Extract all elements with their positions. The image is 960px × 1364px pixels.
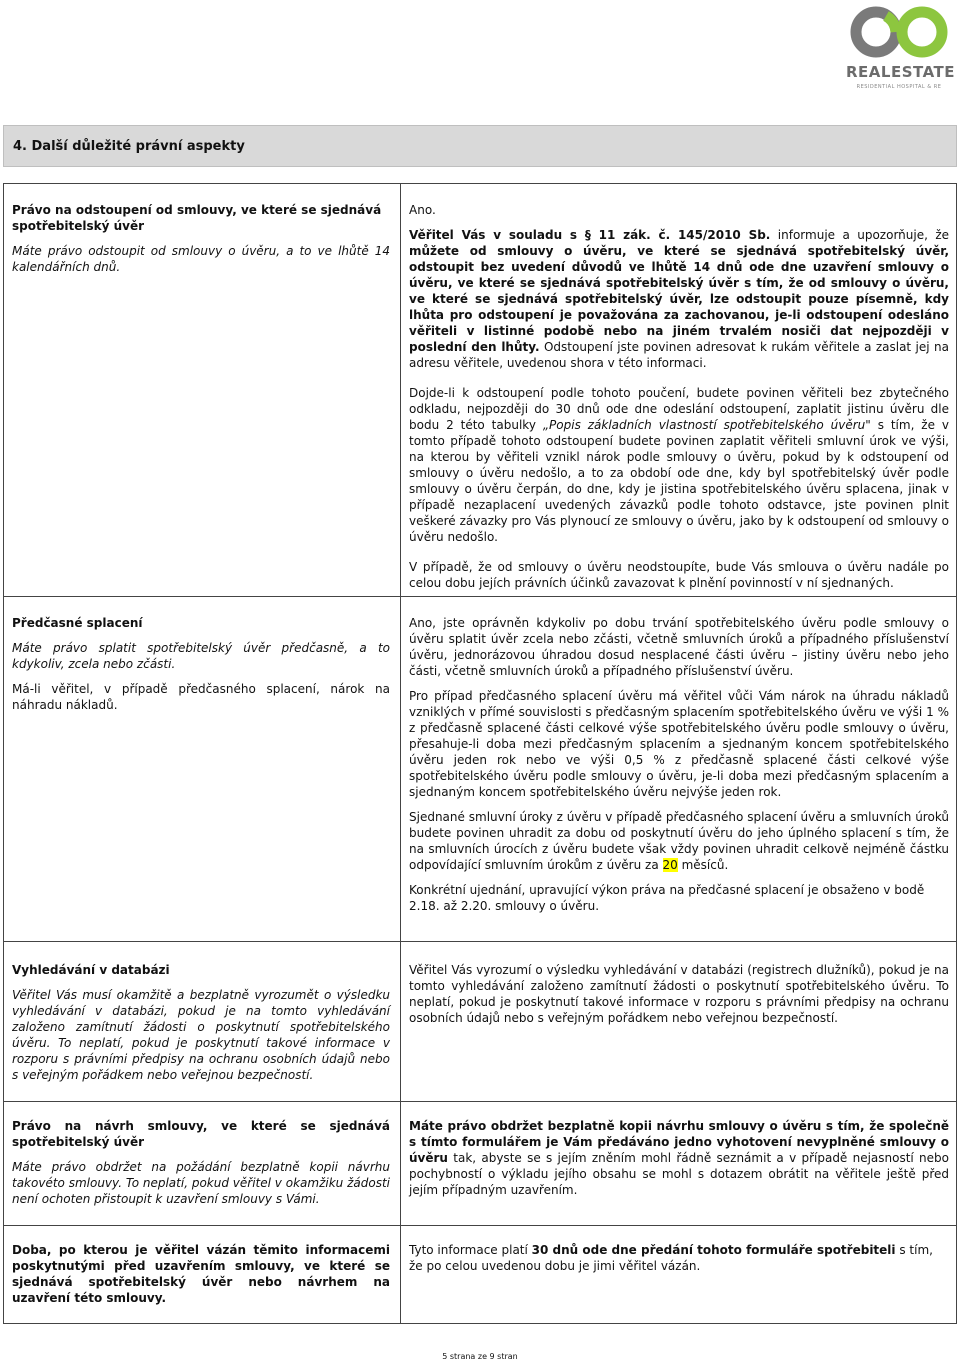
database-left-text: Věřitel Vás musí okamžitě a bezplatně vyrozumět o výsledku vyhledávání v databázi, pokud je na tomto vyhledávání založeno zamítnutí žádosti o poskytnutí spotřebitelského úvěru. To neplatí, pokud je poskytnutí takové informace v rozporu s právními předpisy na ochranu osobních údajů nebo s veřejným pořádkem nebo veřejnou bezpečností. xyxy=(12,988,390,1082)
column-divider xyxy=(400,184,401,596)
draft-paragraph-1 xyxy=(409,1118,949,1198)
draft-left-text: Máte právo obdržet na požádání bezplatně kopii návrhu takovéto smlouvy. To neplatí, pokud věřitel v okamžiku žádosti není ochoten přistoupit k uzavření smlouvy s Vámi. xyxy=(12,1160,390,1206)
section-header xyxy=(3,125,957,167)
withdrawal-p1-normal-a: informuje a upozorňuje, že xyxy=(770,228,950,242)
early-repayment-p3-a: Sjednané smluvní úroky z úvěru v případě předčasného splacení úvěru a smluvních úroků budete povinen uhradit za dobu od poskytnutí úvěru do jeho úplného splacení s tím, že na smluvních úrocích z úvěru budete však vždy povinen uhradit celkově nejméně částku odpovídající smluvním úrokům z úvěru za xyxy=(409,810,949,872)
database-left-cell xyxy=(12,962,390,1092)
withdrawal-p2-italic: „Popis základních vlastností spotřebitelského úvěru xyxy=(542,418,866,432)
validity-paragraph-1 xyxy=(409,1242,949,1274)
draft-title: Právo na návrh smlouvy, ve které se sjednává spotřebitelský úvěr xyxy=(12,1119,390,1149)
row-withdrawal xyxy=(3,183,957,597)
validity-p1-b: s tím, že po celou uvedenou dobu je jimi věřitel vázán. xyxy=(409,1243,933,1273)
early-repayment-paragraph-1: Ano, jste oprávněn kdykoliv po dobu trvání spotřebitelského úvěru podle smlouvy o úvěru splatit úvěr zcela nebo zčásti, včetně smluvních úroků a případného příslušenství úvěru, jednorázovou úhradou dosud nesplacené části úvěru – jistiny úvěru nebo jeho části, včetně smluvních úroků a případného příslušenství úvěru. xyxy=(409,616,949,678)
row-database xyxy=(3,941,957,1102)
withdrawal-left-text: Máte právo odstoupit od smlouvy o úvěru, a to ve lhůtě 14 kalendářních dnů. xyxy=(12,244,390,274)
early-repayment-highlight: 20 xyxy=(662,858,678,872)
column-divider xyxy=(400,1226,401,1323)
early-repayment-left-cell xyxy=(12,615,390,722)
early-repayment-p3-b: měsíců. xyxy=(677,858,729,872)
section-title: 4. Další důležité právní aspekty xyxy=(13,139,245,154)
column-divider xyxy=(400,942,401,1101)
early-repayment-left-text-2: Má-li věřitel, v případě předčasného splacení, nárok na náhradu nákladů. xyxy=(12,682,390,712)
database-title: Vyhledávání v databázi xyxy=(12,963,170,977)
draft-right-cell xyxy=(409,1118,949,1207)
realestate-logo xyxy=(846,4,956,96)
withdrawal-p2-a: Dojde-li k odstoupení podle tohoto poučení, budete povinen věřiteli bez zbytečného odkladu, nejpozději do 30 dnů ode dne odeslání odstoupení, zaplatit jistinu úvěru dle bodu 2 této tabulky xyxy=(409,386,949,432)
early-repayment-left-text: Máte právo splatit spotřebitelský úvěr předčasně, a to kdykoliv, zcela nebo zčásti. xyxy=(12,641,390,671)
validity-left-cell xyxy=(12,1242,390,1315)
withdrawal-p1-bold-b: můžete od smlouvy o úvěru, ve které se sjednává spotřebitelský úvěr, odstoupit bez uvedení důvodů ve lhůtě 14 dnů ode dne uzavření smlouvy o úvěru, ve které se sjednává spotřebitelský úvěr s tím, že od smlouvy o úvěru, ve které se sjednává spotřebitelský úvěr, lze odstoupit pouze písemně, kdy lhůta pro odstoupení je považována za zachovanou, je-li odstoupení odesláno věřiteli v listinné podobě nebo na jiném trvalém nosiči dat nejpozději v poslední den lhůty. xyxy=(409,244,949,354)
withdrawal-p2-b: " s tím, že v tomto případě tohoto odstoupení budete povinen zaplatit věřiteli smluvní úrok ve výši, na kterou by věřiteli vznikl nárok podle smlouvy o úvěru, pokud by k odstoupení od smlouvy o úvěru nedošlo, a to za období ode dne, kdy byl spotřebitelský úvěr podle smlouvy o úvěru čerpán, do dne, kdy je jistina spotřebitelského úvěru splacena, jinak v případě nezaplacení uvedených závazků podle tohoto odstavce, jste povinen plnit veškeré závazky pro Vás plynoucí ze smlouvy o úvěru, jako by k odstoupení od smlouvy o úvěru nedošlo. xyxy=(409,418,949,544)
validity-right-cell xyxy=(409,1242,949,1283)
withdrawal-right-cell xyxy=(409,202,949,600)
row-draft xyxy=(3,1101,957,1226)
early-repayment-paragraph-2: Pro případ předčasného splacení úvěru má věřitel vůči Vám nárok na úhradu nákladů vzniklých v přímé souvislosti s předčasným splacením spotřebitelského úvěru ve výši 1 % z předčasně splacené části celkové výše spotřebitelského úvěru podle smlouvy o úvěru, přesahuje-li doba mezi předčasným splacením a sjednaným koncem spotřebitelského úvěru jeden rok nebo ve výši 0,5 % z předčasně splacené části celkové výše spotřebitelského úvěru podle smlouvy o úvěru, je-li doba mezi předčasným splacením a sjednaným koncem spotřebitelského úvěru nejvýše jeden rok. xyxy=(409,689,949,799)
column-divider xyxy=(400,1102,401,1225)
draft-left-cell xyxy=(12,1118,390,1216)
withdrawal-left-cell xyxy=(12,202,390,284)
infinity-logo-icon xyxy=(846,4,952,64)
withdrawal-p1-normal-b: Odstoupení jste povinen adresovat k rukám věřitele a zaslat jej na adresu věřitele, uvedenou shora v této informaci. xyxy=(409,340,949,370)
withdrawal-paragraph-2 xyxy=(409,385,949,545)
early-repayment-paragraph-4: Konkrétní ujednání, upravující výkon práva na předčasné splacení je obsaženo v bodě 2.18. až 2.20. smlouvy o úvěru. xyxy=(409,883,925,913)
withdrawal-p1-bold-a: Věřitel Vás v souladu s § 11 zák. č. 145/2010 Sb. xyxy=(409,228,771,242)
column-divider xyxy=(400,597,401,941)
database-paragraph-1: Věřitel Vás vyrozumí o výsledku vyhledávání v databázi (registrech dlužníků), pokud je na tomto vyhledávání založeno zamítnutí žádosti o poskytnutí spotřebitelského úvěru. To neplatí, pokud je poskytnutí takové informace v rozporu s právními předpisy na ochranu osobních údajů nebo s veřejným pořádkem nebo veřejnou bezpečností. xyxy=(409,963,949,1025)
validity-title: Doba, po kterou je věřitel vázán těmito informacemi poskytnutými před uzavřením smlouvy, ve které se sjednává spotřebitelský úvěr nebo návrhem na uzavření této smlouvy. xyxy=(12,1243,390,1305)
row-early-repayment xyxy=(3,596,957,942)
draft-p1-normal: tak, abyste se s jejím zněním mohl řádně seznámit a v případě nejasností nebo pochybností o výkladu jejího obsahu se mohl s dotazem obrátit na věřitele ještě před jejím případným uzavřením. xyxy=(409,1151,949,1197)
logo-tagline: RESIDENTIAL HOSPITAL & RE xyxy=(856,84,942,90)
validity-p1-bold: 30 dnů ode dne předání tohoto formuláře spotřebiteli xyxy=(531,1243,896,1257)
withdrawal-answer: Ano. xyxy=(409,203,436,217)
validity-p1-a: Tyto informace platí xyxy=(409,1243,532,1257)
withdrawal-title: Právo na odstoupení od smlouvy, ve které se sjednává spotřebitelský úvěr xyxy=(12,203,382,233)
early-repayment-right-cell xyxy=(409,615,949,923)
logo-brand: REALESTATE xyxy=(846,63,956,81)
database-right-cell xyxy=(409,962,949,1035)
row-validity xyxy=(3,1225,957,1324)
withdrawal-paragraph-3: V případě, že od smlouvy o úvěru neodstoupíte, bude Vás smlouva o úvěru nadále po celou dobu jejích právních účinků zavazovat k plnění povinností v ní sjednaných. xyxy=(409,560,949,590)
early-repayment-paragraph-3 xyxy=(409,809,949,873)
page-footer: 5 strana ze 9 stran xyxy=(442,1352,518,1361)
draft-p1-bold: Máte právo obdržet bezplatně kopii návrhu smlouvy o úvěru s tím, že společně s tímto formulářem je Vám předáváno jedno vyhotovení nevyplněné smlouvy o úvěru xyxy=(409,1119,949,1165)
early-repayment-title: Předčasné splacení xyxy=(12,616,143,630)
withdrawal-paragraph-1 xyxy=(409,227,949,371)
